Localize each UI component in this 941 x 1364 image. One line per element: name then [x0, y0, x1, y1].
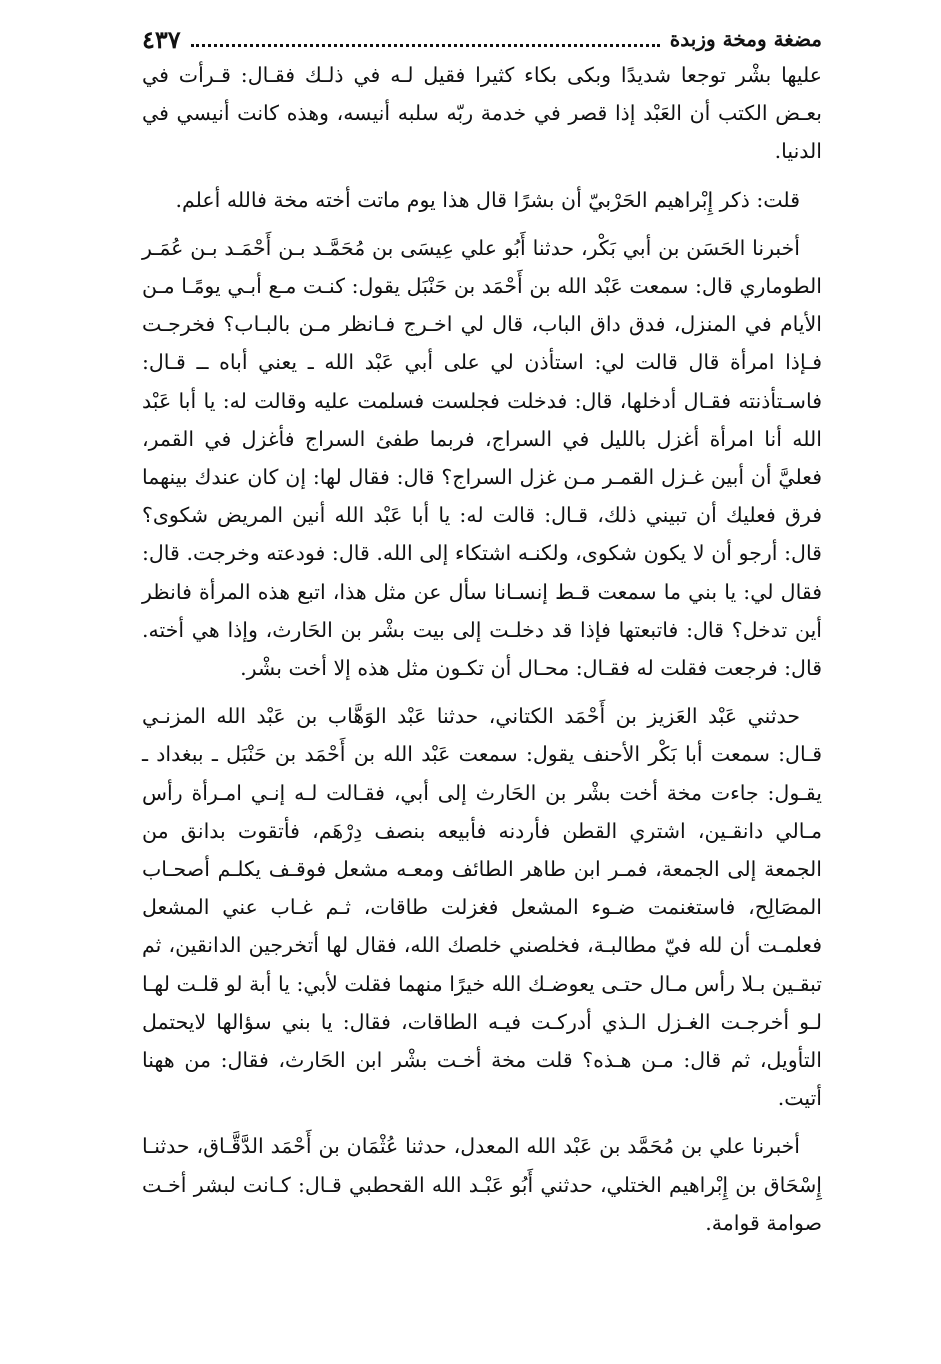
paragraph: قلت: ذكر إِبْراهيم الحَرْبيّ أن بشرًا قال هذا يوم ماتت أخته مخة فالله أعلم.	[175, 187, 800, 212]
paragraph: عليها بشْر توجعا شديدًا وبكى بكاء كثيرا فقيل لـه في ذلـك فقـال: قـرأت في بعـض الكتب أن العَبْد إذا قصر في خدمة ربّه سلبه أنيسه، وهذه كانت أنيسي في الدنيا.	[142, 63, 822, 164]
running-title: مضغة ومخة وزبدة	[669, 27, 822, 51]
book-page	[142, 22, 822, 1252]
page-number: ٤٣٧	[142, 24, 181, 54]
paragraph: حدثني عَبْد العَزيز بن أَحْمَد الكتاني، حدثنا عَبْد الوَهَّاب بن عَبْد الله المزنـي قـال: سمعت أبا بَكْر الأحنف يقول: سمعت عَبْد الله بن أَحْمَد بن حَنْبَل ـ ببغداد ـ يقـول: جاءت مخة أخت بشْر بن الحَارث إلى أبي، فقـالت لـه إنـي امـرأة رأس مـالي دانقـين، اشتري القطن فأردنه فأبيعه بنصف دِرْهَم، فأتقوت بدانق من الجمعة إلى الجمعة، فمـر ابن طاهر الطائف ومعـه مشعل فوقـف يكلـم أصحـاب المصَالِح، فاستغنمت ضـوء المشعل فغزلت طاقات، ثـم غـاب عني المشعل فعلمـت أن لله فيّ مطالبـة، فخلصني خلصك الله، فقال لها أتخرجين الدانقين، ثم تبقـين بـلا رأس مـال حتـى يعوضـك الله خيرًا منهما فقلت لأبي: يا أبة لو قلـت لهـا لـو أخرجـت الغـزل الـذي أدركـت فيـه الطاقات، فقال: يا بني سؤالها لايحتمل التأويل، ثم قال: مـن هـذه؟ قلت مخة أخـت بشْر ابن الحَارث، فقال: من ههنا أتيت.	[142, 704, 822, 1111]
page-body	[142, 56, 822, 1242]
paragraph: أخبرنا الحَسَن بن أبي بَكْر، حدثنا أَبُو علي عِيسَى بن مُحَمَّـد بـن أَحْمَـد بـن عُمَـر الطوماري قال: سمعت عَبْد الله بن أَحْمَد بن حَنْبَل يقول: كنـت مـع أبـي يومًـا مـن الأيام في المنزل، فدق داق الباب، قال لي اخـرج فـانظر مـن بالبـاب؟ فخرجـت فـإذا امرأة قال قالت لي: استأذن لي على أبي عَبْد الله ـ يعني أباه ــ قـال: فاسـتأذنته فقـال أدخلها، قال: فدخلت فجلست فسلمت عليه وقالت له: يا أبا عَبْد الله أنا امرأة أغزل بالليل في السراج، فربما طفئ السراج فأغزل في القمر، فعليَّ أن أبين غـزل القمـر مـن غزل السراج؟ قال: فقال لها: إن كان عندك بينهما فرق فعليك أن تبيني ذلك، قـال: قالت له: يا أبا عَبْد الله أنين المريض شكوى؟ قال: أرجو أن لا يكون شكوى، ولكنـه اشتكاء إلى الله. قال: فودعته وخرجت. قال: فقال لي: يا بني ما سمعت قـط إنسـانا سأل عن مثل هذا، اتبع هذه المرأة فانظر أين تدخل؟ قال: فاتبعتها فإذا قد دخلـت إلى بيت بشْر بن الحَارث، وإذا هي أخته. قال: فرجعت فقلت له فقـال: محـال أن تكـون مثل هذه إلا أخت بشْر.	[142, 235, 822, 681]
paragraph: أخبرنا علي بن مُحَمَّد بن عَبْد الله المعدل، حدثنا عُثْمَان بن أَحْمَد الدَّقَّـاق، حدثنـا إِسْحَاق بن إِبْراهيم الختلي، حدثني أَبُو عَبْـد الله القحطبي قـال: كـانت لبشر أخـت صوامة قوامة.	[142, 1134, 822, 1235]
leader-dots	[191, 44, 660, 47]
running-header	[142, 22, 822, 56]
